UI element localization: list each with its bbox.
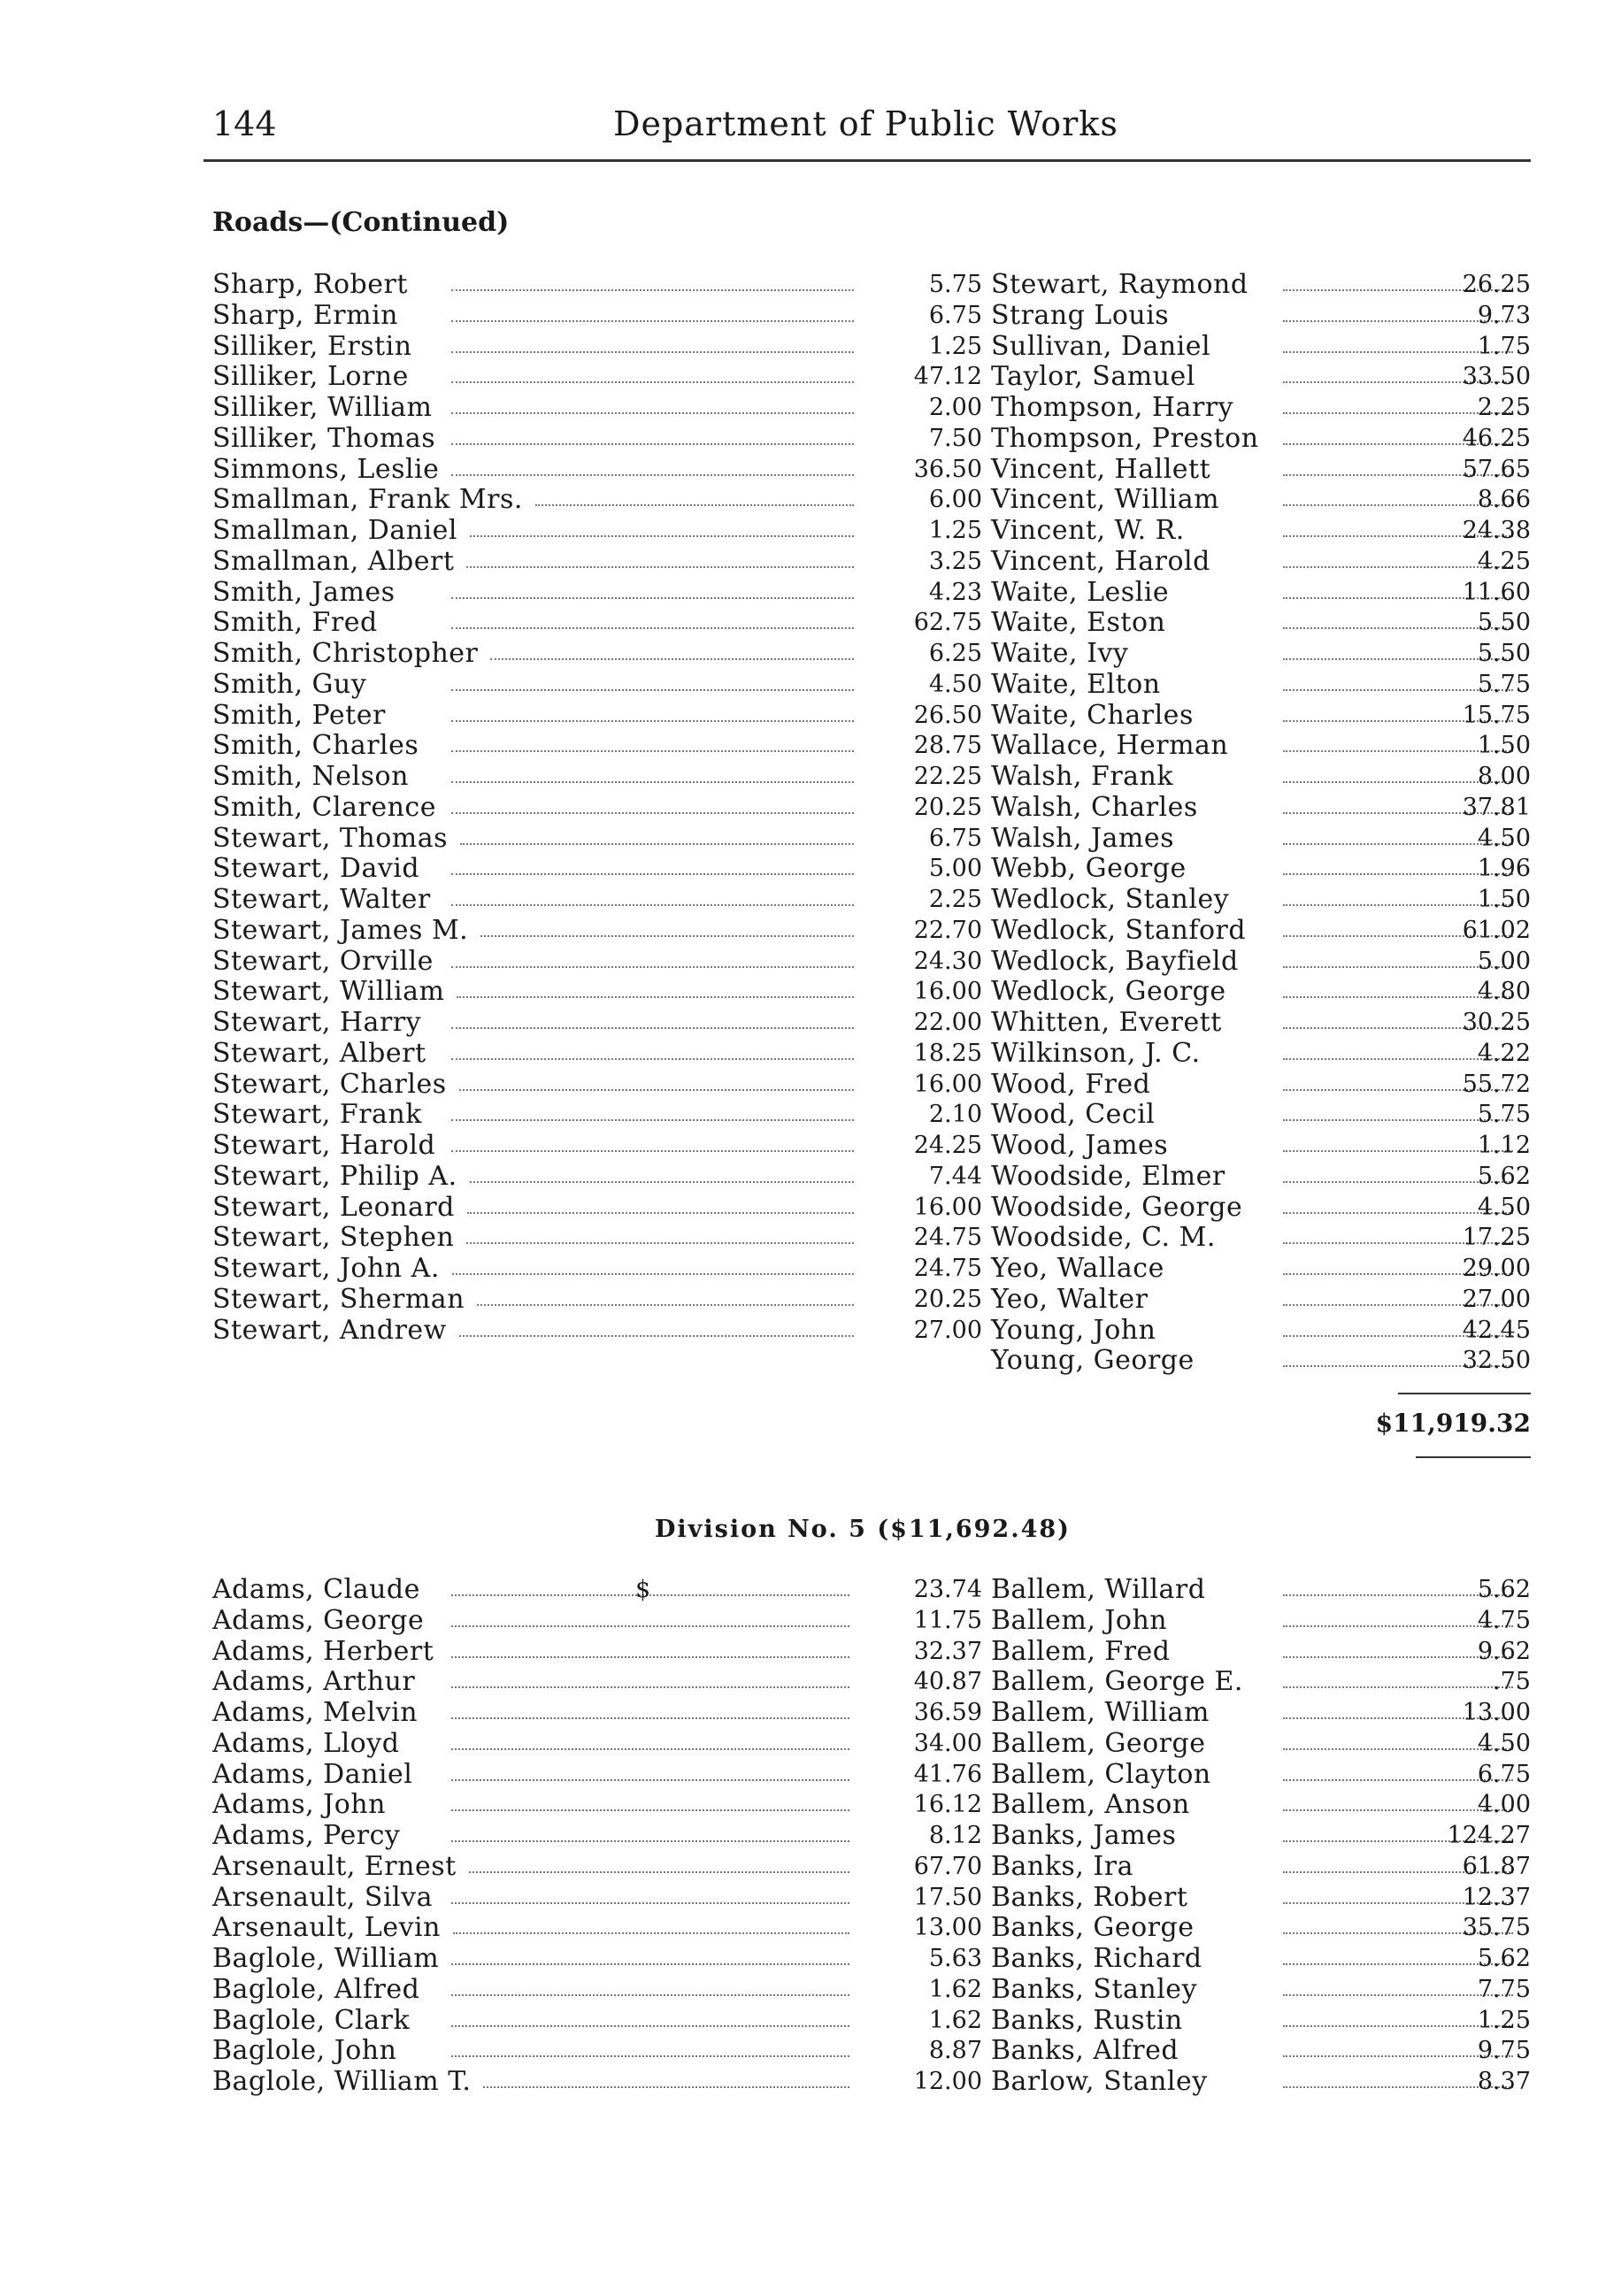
leader-dots <box>466 1242 854 1244</box>
leader-dots <box>451 1963 849 1965</box>
entry-name: Stewart, Thomas <box>212 822 449 854</box>
entry-name: Woodside, C. M. <box>991 1222 1216 1254</box>
entry-amount: 11.60 <box>1462 578 1531 606</box>
entry-amount: 24.30 <box>913 947 982 975</box>
entry-name: Yeo, Walter <box>991 1283 1149 1315</box>
entry-name: Walsh, Frank <box>991 761 1174 792</box>
entry-amount: 5.50 <box>1477 609 1531 637</box>
entry-name: Wood, Cecil <box>991 1099 1156 1131</box>
leader-dots <box>451 1150 854 1152</box>
entry-amount: 4.50 <box>1477 1193 1531 1221</box>
entry-amount: 30.25 <box>1462 1009 1531 1036</box>
entry-amount: 26.25 <box>1462 271 1531 298</box>
entry-name: Ballem, Willard <box>991 1574 1206 1605</box>
leader-dots <box>451 627 854 629</box>
entry-name: Stewart, Albert <box>212 1037 426 1069</box>
entry-name: Stewart, Sherman <box>212 1283 465 1315</box>
entry-amount: 35.75 <box>1462 1914 1531 1942</box>
entry-name: Adams, Percy <box>212 1820 401 1851</box>
leader-dots <box>451 2055 849 2057</box>
entry-name: Arsenault, Silva <box>212 1881 433 1913</box>
page-number: 144 <box>212 104 277 143</box>
entry-amount: 22.25 <box>913 763 982 790</box>
leader-dots <box>451 443 854 445</box>
entry-name: Stewart, James M. <box>212 914 469 946</box>
leader-dots <box>451 1058 854 1060</box>
entry-amount: 4.50 <box>928 670 982 698</box>
entry-amount: 6.75 <box>928 824 982 852</box>
leader-dots <box>466 566 854 568</box>
entry-name: Young, John <box>991 1314 1156 1346</box>
entry-name: Baglole, Alfred <box>212 1973 420 2005</box>
entry-name: Silliker, Erstin <box>212 330 412 362</box>
entry-amount: 57.65 <box>1462 455 1531 483</box>
entry-name: Banks, Alfred <box>991 2035 1179 2067</box>
entry-name: Stewart, Charles <box>212 1068 447 1100</box>
entry-amount: 36.59 <box>913 1699 982 1726</box>
leader-dots <box>453 1932 849 1934</box>
leader-dots <box>451 1994 849 1996</box>
entry-name: Ballem, George <box>991 1727 1206 1759</box>
leader-dots <box>460 843 854 845</box>
leader-dots <box>459 1335 854 1337</box>
entry-name: Stewart, Frank <box>212 1099 422 1131</box>
entry-amount: 5.50 <box>1477 640 1531 667</box>
page-title: Department of Public Works <box>613 104 1118 143</box>
entry-name: Woodside, George <box>991 1191 1243 1223</box>
leader-dots <box>451 966 854 968</box>
entry-name: Smith, Nelson <box>212 761 409 792</box>
entry-name: Thompson, Harry <box>991 392 1234 423</box>
entry-amount: 1.12 <box>1477 1132 1531 1159</box>
entry-amount: 9.75 <box>1477 2037 1531 2065</box>
entry-amount: 2.25 <box>1477 394 1531 421</box>
entry-name: Stewart, David <box>212 853 420 885</box>
entry-amount: 4.22 <box>1477 1039 1531 1067</box>
entry-name: Thompson, Preston <box>991 422 1259 454</box>
entry-amount: 27.00 <box>1462 1285 1531 1313</box>
entry-name: Stewart, Philip A. <box>212 1160 457 1192</box>
entry-name: Wedlock, Stanley <box>991 884 1230 915</box>
entry-name: Banks, Richard <box>991 1943 1202 1974</box>
leader-dots <box>451 904 854 906</box>
leader-dots <box>451 351 854 353</box>
entry-name: Smith, Peter <box>212 699 386 731</box>
entry-name: Stewart, Harry <box>212 1007 422 1038</box>
entry-amount: 27.00 <box>913 1316 982 1344</box>
entry-amount: 22.70 <box>913 916 982 944</box>
entry-name: Smith, Guy <box>212 668 367 700</box>
entry-amount: 124.27 <box>1447 1822 1531 1849</box>
entry-name: Strang Louis <box>991 299 1170 331</box>
entry-name: Arsenault, Ernest <box>212 1850 457 1882</box>
leader-dots <box>451 289 854 291</box>
leader-dots <box>451 689 854 691</box>
entry-name: Adams, Claude <box>212 1574 420 1605</box>
entry-name: Ballem, William <box>991 1697 1210 1728</box>
division-heading: Division No. 5 ($11,692.48) <box>655 1516 1071 1543</box>
entry-name: Stewart, Walter <box>212 884 431 915</box>
entry-name: Walsh, James <box>991 822 1175 854</box>
entry-amount: 55.72 <box>1462 1070 1531 1098</box>
entry-amount: 1.25 <box>1477 2006 1531 2034</box>
entry-amount: 12.00 <box>913 2068 982 2095</box>
entry-amount: .75 <box>1493 1668 1531 1696</box>
entry-amount: 42.45 <box>1462 1316 1531 1344</box>
entry-name: Ballem, George E. <box>991 1666 1243 1698</box>
entry-name: Wallace, Herman <box>991 730 1229 762</box>
entry-amount: 16.00 <box>913 1193 982 1221</box>
header-rule <box>204 159 1531 162</box>
entry-name: Arsenault, Levin <box>212 1912 441 1944</box>
entry-name: Wedlock, George <box>991 976 1226 1008</box>
leader-dots <box>451 320 854 322</box>
entry-name: Vincent, Harold <box>991 545 1210 577</box>
entry-name: Ballem, Anson <box>991 1789 1190 1821</box>
entry-name: Adams, George <box>212 1604 425 1636</box>
leader-dots <box>451 1717 849 1719</box>
entry-name: Banks, James <box>991 1820 1177 1851</box>
leader-dots <box>470 1181 854 1183</box>
leader-dots <box>451 1625 849 1627</box>
entry-amount: 1.25 <box>928 517 982 544</box>
entry-amount: 5.75 <box>1477 670 1531 698</box>
leader-dots <box>480 935 854 937</box>
entry-name: Smith, Fred <box>212 607 378 639</box>
entry-amount: 2.10 <box>928 1101 982 1129</box>
entry-name: Smith, James <box>212 576 396 608</box>
entry-amount: 5.00 <box>1477 947 1531 975</box>
entry-name: Baglole, Clark <box>212 2004 411 2036</box>
leader-dots <box>451 1779 849 1781</box>
entry-amount: 5.62 <box>1477 1945 1531 1972</box>
entry-amount: 9.62 <box>1477 1637 1531 1665</box>
entry-name: Adams, Daniel <box>212 1758 413 1790</box>
roads-total: $11,919.32 <box>1375 1409 1531 1438</box>
entry-amount: 67.70 <box>913 1852 982 1880</box>
entry-name: Silliker, Lorne <box>212 361 409 393</box>
leader-dots <box>452 1273 854 1275</box>
leader-dots <box>451 1686 849 1688</box>
entry-name: Smith, Christopher <box>212 638 479 669</box>
entry-name: Banks, Ira <box>991 1850 1133 1882</box>
leader-dots <box>451 812 854 814</box>
entry-amount: 24.75 <box>913 1255 982 1282</box>
entry-amount: 36.50 <box>913 455 982 483</box>
entry-amount: 6.75 <box>1477 1760 1531 1788</box>
entry-amount: 20.25 <box>913 1285 982 1313</box>
entry-amount: 28.75 <box>913 732 982 760</box>
leader-dots <box>477 1304 854 1306</box>
entry-name: Yeo, Wallace <box>991 1253 1164 1284</box>
entry-amount: 3.25 <box>928 547 982 575</box>
entry-amount: 6.25 <box>928 640 982 667</box>
entry-amount: 26.50 <box>913 701 982 729</box>
entry-amount: 16.00 <box>913 1070 982 1098</box>
entry-amount: 1.50 <box>1477 732 1531 760</box>
entry-amount: 5.63 <box>928 1945 982 1972</box>
entry-amount: 24.38 <box>1462 517 1531 544</box>
leader-dots <box>451 1119 854 1121</box>
leader-dots <box>459 1089 854 1091</box>
entry-name: Vincent, Hallett <box>991 453 1211 485</box>
leader-dots <box>469 1871 849 1873</box>
entry-name: Stewart, Andrew <box>212 1314 447 1346</box>
entry-name: Stewart, Orville <box>212 945 434 977</box>
entry-name: Ballem, John <box>991 1604 1168 1636</box>
entry-amount: 8.66 <box>1477 486 1531 514</box>
entry-name: Adams, Lloyd <box>212 1727 400 1759</box>
entry-name: Smith, Charles <box>212 730 419 762</box>
entry-amount: 24.75 <box>913 1224 982 1252</box>
entry-amount: 7.75 <box>1477 1975 1531 2003</box>
entry-name: Stewart, Stephen <box>212 1222 455 1254</box>
leader-dots <box>451 1748 849 1750</box>
entry-name: Smallman, Albert <box>212 545 455 577</box>
entry-amount: 1.96 <box>1477 855 1531 883</box>
entry-name: Ballem, Clayton <box>991 1758 1211 1790</box>
entry-amount: 16.12 <box>913 1791 982 1819</box>
entry-amount: 12.37 <box>1462 1883 1531 1911</box>
entry-amount: 11.75 <box>913 1606 982 1634</box>
currency-symbol: $ <box>635 1576 651 1603</box>
entry-name: Walsh, Charles <box>991 791 1198 823</box>
entry-amount: 4.25 <box>1477 547 1531 575</box>
entry-amount: 2.25 <box>928 886 982 913</box>
entry-amount: 5.00 <box>928 855 982 883</box>
entry-amount: 1.50 <box>1477 886 1531 913</box>
entry-name: Barlow, Stanley <box>991 2066 1208 2097</box>
entry-amount: 8.87 <box>928 2037 982 2065</box>
entry-amount: 17.25 <box>1462 1224 1531 1252</box>
entry-name: Baglole, John <box>212 2035 397 2067</box>
entry-name: Banks, Rustin <box>991 2004 1183 2036</box>
entry-name: Simmons, Leslie <box>212 453 440 485</box>
entry-name: Webb, George <box>991 853 1187 885</box>
leader-dots <box>451 1840 849 1842</box>
entry-amount: 47.12 <box>913 363 982 391</box>
entry-amount: 37.81 <box>1462 793 1531 821</box>
leader-dots <box>451 750 854 752</box>
entry-amount: 23.74 <box>913 1576 982 1603</box>
entry-amount: 46.25 <box>1462 424 1531 452</box>
entry-name: Whitten, Everett <box>991 1007 1222 1038</box>
entry-amount: 1.62 <box>928 1975 982 2003</box>
leader-dots <box>483 2086 849 2088</box>
entry-name: Vincent, William <box>991 484 1220 516</box>
leader-dots <box>451 474 854 476</box>
entry-name: Baglole, William T. <box>212 2066 472 2097</box>
entry-amount: 22.00 <box>913 1009 982 1036</box>
entry-amount: 4.50 <box>1477 824 1531 852</box>
entry-amount: 5.62 <box>1477 1576 1531 1603</box>
entry-amount: 32.37 <box>913 1637 982 1665</box>
entry-name: Stewart, Raymond <box>991 269 1248 300</box>
leader-dots <box>451 1809 849 1811</box>
leader-dots <box>451 1902 849 1904</box>
entry-amount: 8.00 <box>1477 763 1531 790</box>
entry-amount: 61.02 <box>1462 916 1531 944</box>
entry-amount: 32.50 <box>1462 1347 1531 1375</box>
entry-amount: 34.00 <box>913 1729 982 1757</box>
entry-amount: 29.00 <box>1462 1255 1531 1282</box>
entry-name: Stewart, John A. <box>212 1253 440 1284</box>
entry-name: Wedlock, Stanford <box>991 914 1247 946</box>
entry-name: Silliker, William <box>212 392 433 423</box>
entry-amount: 4.50 <box>1477 1729 1531 1757</box>
entry-amount: 33.50 <box>1462 363 1531 391</box>
entry-amount: 20.25 <box>913 793 982 821</box>
entry-amount: 6.00 <box>928 486 982 514</box>
entry-amount: 13.00 <box>913 1914 982 1942</box>
entry-amount: 4.23 <box>928 578 982 606</box>
entry-amount: 5.75 <box>1477 1101 1531 1129</box>
total-rule-bottom <box>1416 1456 1531 1458</box>
entry-amount: 6.75 <box>928 301 982 329</box>
entry-amount: 40.87 <box>913 1668 982 1696</box>
entry-amount: 5.75 <box>928 271 982 298</box>
entry-amount: 2.00 <box>928 394 982 421</box>
entry-name: Stewart, Leonard <box>212 1191 455 1223</box>
entry-amount: 17.50 <box>913 1883 982 1911</box>
entry-name: Wedlock, Bayfield <box>991 945 1239 977</box>
leader-dots <box>451 1027 854 1029</box>
entry-name: Sharp, Robert <box>212 269 408 300</box>
entry-name: Ballem, Fred <box>991 1635 1171 1667</box>
entry-amount: 4.80 <box>1477 978 1531 1006</box>
entry-amount: 4.75 <box>1477 1606 1531 1634</box>
entry-name: Adams, Arthur <box>212 1666 416 1698</box>
leader-dots <box>451 781 854 783</box>
entry-name: Adams, Herbert <box>212 1635 434 1667</box>
leader-dots <box>451 381 854 383</box>
entry-name: Sullivan, Daniel <box>991 330 1211 362</box>
entry-name: Woodside, Elmer <box>991 1160 1225 1192</box>
entry-amount: 18.25 <box>913 1039 982 1067</box>
entry-name: Adams, John <box>212 1789 386 1821</box>
entry-amount: 5.62 <box>1477 1162 1531 1190</box>
entry-amount: 41.76 <box>913 1760 982 1788</box>
entry-amount: 13.00 <box>1462 1699 1531 1726</box>
entry-name: Waite, Elton <box>991 668 1161 700</box>
leader-dots <box>451 412 854 414</box>
entry-name: Waite, Leslie <box>991 576 1170 608</box>
entry-amount: 4.00 <box>1477 1791 1531 1819</box>
leader-dots <box>451 597 854 599</box>
entry-amount: 7.50 <box>928 424 982 452</box>
entry-amount: 1.62 <box>928 2006 982 2034</box>
entry-name: Smallman, Frank Mrs. <box>212 484 523 516</box>
entry-name: Silliker, Thomas <box>212 422 436 454</box>
entry-amount: 24.25 <box>913 1132 982 1159</box>
entry-amount: 1.25 <box>928 332 982 360</box>
entry-amount: 8.37 <box>1477 2068 1531 2095</box>
entry-name: Baglole, William <box>212 1943 440 1974</box>
entry-amount: 61.87 <box>1462 1852 1531 1880</box>
entry-name: Waite, Charles <box>991 699 1194 731</box>
leader-dots <box>457 996 854 998</box>
entry-name: Waite, Ivy <box>991 638 1129 669</box>
entry-amount: 16.00 <box>913 978 982 1006</box>
section-heading: Roads—(Continued) <box>212 207 510 238</box>
entry-name: Sharp, Ermin <box>212 299 398 331</box>
leader-dots <box>451 720 854 722</box>
entry-name: Wood, Fred <box>991 1068 1151 1100</box>
entry-name: Young, George <box>991 1345 1195 1377</box>
entry-name: Wilkinson, J. C. <box>991 1037 1201 1069</box>
page-header <box>212 104 1531 150</box>
total-rule-top <box>1398 1393 1531 1394</box>
entry-name: Vincent, W. R. <box>991 515 1185 546</box>
entry-amount: 15.75 <box>1462 701 1531 729</box>
leader-dots <box>535 504 854 506</box>
entry-name: Banks, Stanley <box>991 1973 1198 2005</box>
entry-name: Adams, Melvin <box>212 1697 419 1728</box>
entry-name: Stewart, Harold <box>212 1130 436 1161</box>
entry-name: Waite, Eston <box>991 607 1166 639</box>
leader-dots <box>467 1212 854 1214</box>
leader-dots <box>451 1656 849 1658</box>
entry-amount: 1.75 <box>1477 332 1531 360</box>
leader-dots <box>490 658 854 660</box>
leader-dots <box>470 535 854 537</box>
entry-name: Taylor, Samuel <box>991 361 1195 393</box>
entry-name: Smith, Clarence <box>212 791 436 823</box>
leader-dots <box>451 873 854 875</box>
entry-name: Banks, Robert <box>991 1881 1188 1913</box>
entry-name: Stewart, William <box>212 976 445 1008</box>
entry-amount: 8.12 <box>928 1822 982 1849</box>
entry-amount: 9.73 <box>1477 301 1531 329</box>
entry-amount: 7.44 <box>928 1162 982 1190</box>
entry-name: Banks, George <box>991 1912 1195 1944</box>
entry-amount: 62.75 <box>913 609 982 637</box>
entry-name: Wood, James <box>991 1130 1169 1161</box>
leader-dots <box>451 2025 849 2027</box>
entry-name: Smallman, Daniel <box>212 515 458 546</box>
